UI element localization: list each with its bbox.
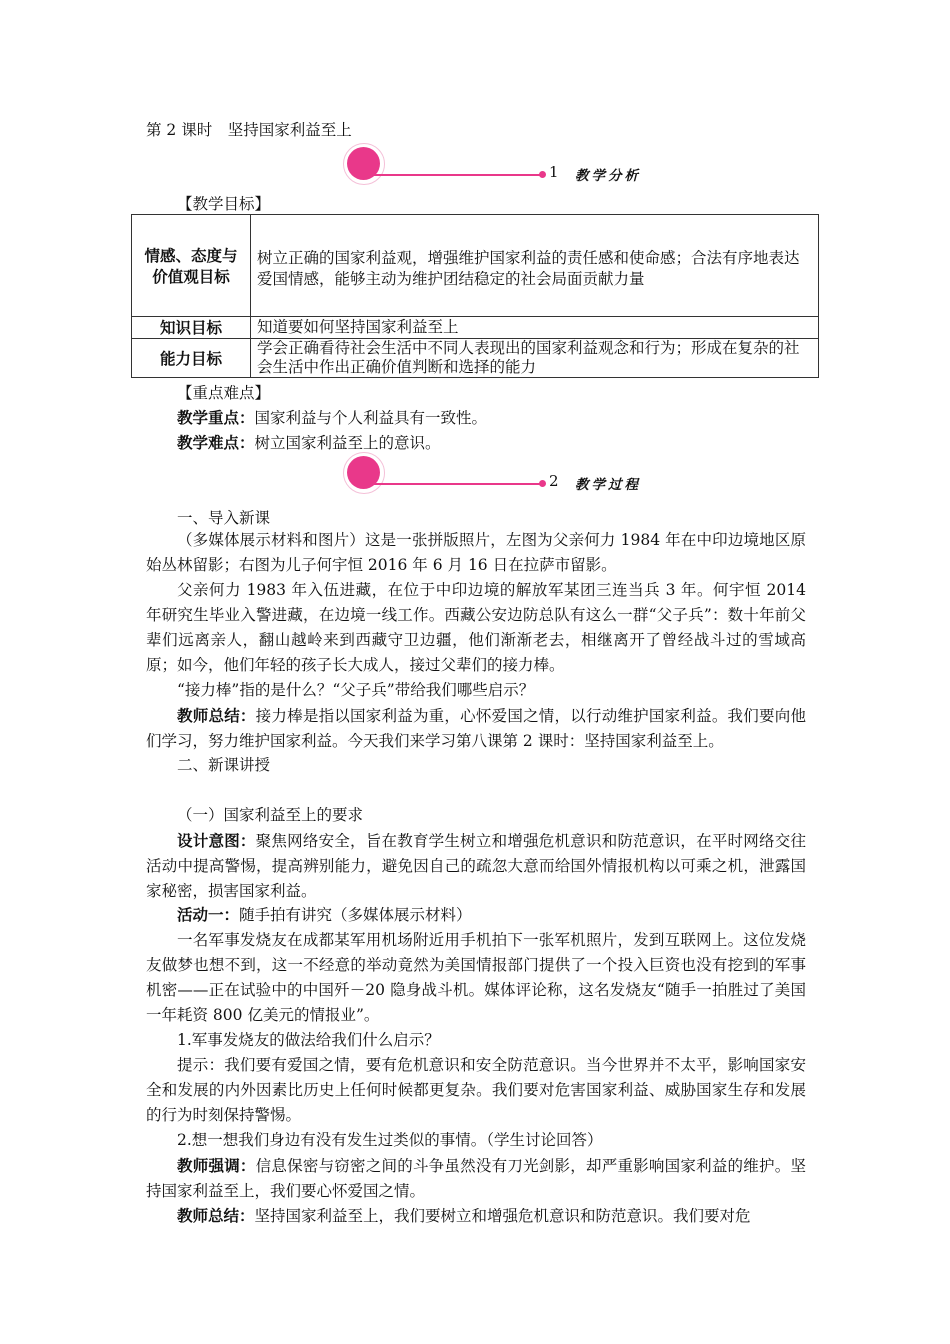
goals-heading: 【教学目标】 — [177, 195, 271, 213]
section-title-intro: 一、导入新课 — [177, 509, 271, 527]
banner-number: 1 — [549, 163, 559, 181]
activity-1-material: 一名军事发烧友在成都某军用机场附近用手机拍下一张军机照片，发到互联网上。这位发烧友做梦也想不到，这一不经意的举动竟然为美国情报部门提供了一个投入巨资也没有挖到的军事机密——正在试验中的中国歼－20 隐身战斗机。媒体评论称，这名发烧友“随手一拍胜过了美国一年耗资 800 亿美元的情报业”。 — [146, 931, 806, 1024]
key-focus: 教学重点：国家利益与个人利益具有一致性。 — [177, 408, 488, 427]
intro-summary: 教师总结：接力棒是指以国家利益为重，心怀爱国之情，以行动维护国家利益。我们要向他们学习，努力维护国家利益。今天我们来学习第八课第 2 课时：坚持国家利益至上。 — [146, 706, 806, 750]
intro-paragraph-1: （多媒体展示材料和图片）这是一张拼版照片，左图为父亲何力 1984 年在中印边境地区原始丛林留影；右图为儿子何宇恒 2016 年 6 月 16 日在拉萨市留影。 — [146, 531, 806, 574]
goal-value: 学会正确看待社会生活中不同人表现出的国家利益观念和行为；形成在复杂的社会生活中作出正确价值判断和选择的能力 — [251, 339, 819, 378]
banner-line — [363, 174, 541, 176]
banner-line — [363, 483, 541, 485]
banner-label: 教学分析 — [575, 168, 641, 184]
key-difficulty: 教学难点：树立国家利益至上的意识。 — [177, 433, 441, 452]
section-title-new: 二、新课讲授 — [177, 756, 271, 774]
banner-dot-icon — [539, 171, 546, 178]
intro-question: “接力棒”指的是什么？“父子兵”带给我们哪些启示？ — [177, 681, 535, 699]
goal-key: 情感、态度与价值观目标 — [132, 215, 251, 317]
goal-value: 树立正确的国家利益观，增强维护国家利益的责任感和使命感；合法有序地表达爱国情感，能够主动为维护团结稳定的社会局面贡献力量 — [251, 215, 819, 317]
goals-table — [131, 214, 819, 378]
goal-value: 知道要如何坚持国家利益至上 — [251, 317, 819, 339]
goal-key: 知识目标 — [132, 317, 251, 339]
section-banner-process — [343, 452, 643, 494]
teacher-emphasis: 教师强调：信息保密与窃密之间的斗争虽然没有刀光剑影，却严重影响国家利益的维护。坚持国家利益至上，我们要心怀爱国之情。 — [146, 1156, 806, 1200]
teacher-summary: 教师总结：坚持国家利益至上，我们要树立和增强危机意识和防范意识。我们要对危 — [177, 1206, 751, 1225]
lesson-title: 第 2 课时 坚持国家利益至上 — [146, 121, 352, 139]
activity-1: 活动一：随手拍有讲究（多媒体展示材料） — [177, 905, 472, 924]
question-1: 1.军事发烧友的做法给我们什么启示？ — [177, 1031, 440, 1049]
tip-paragraph: 提示：我们要有爱国之情，要有危机意识和安全防范意识。当今世界并不太平，影响国家安全和发展的内外因素比历史上任何时候都更复杂。我们要对危害国家利益、威胁国家生存和发展的行为时刻保持警惕。 — [146, 1056, 806, 1124]
question-2: 2.想一想我们身边有没有发生过类似的事情。（学生讨论回答） — [177, 1131, 603, 1149]
banner-number: 2 — [549, 472, 559, 490]
table-row — [132, 317, 819, 339]
banner-label: 教学过程 — [575, 477, 641, 493]
section-banner-analysis — [343, 143, 643, 185]
goal-key: 能力目标 — [132, 339, 251, 378]
table-row — [132, 215, 819, 317]
keypoints-heading: 【重点难点】 — [177, 384, 271, 402]
intro-paragraph-2: 父亲何力 1983 年入伍进藏，在位于中印边境的解放军某团三连当兵 3 年。何宇恒 2014 年研究生毕业入警进藏，在边境一线工作。西藏公安边防总队有这么一群“父子兵”：数十年前父辈们远离亲人，翻山越岭来到西藏守卫边疆，他们渐渐老去，相继离开了曾经战斗过的雪域高原；如今，他们年轻的孩子长大成人，接过父辈们的接力棒。 — [146, 581, 806, 674]
design-intent: 设计意图：聚焦网络安全，旨在教育学生树立和增强危机意识和防范意识，在平时网络交往活动中提高警惕，提高辨别能力，避免因自己的疏忽大意而给国外情报机构以可乘之机，泄露国家秘密，损害国家利益。 — [146, 831, 806, 900]
table-row — [132, 339, 819, 378]
banner-dot-icon — [539, 480, 546, 487]
subsection-title: （一）国家利益至上的要求 — [177, 806, 364, 824]
